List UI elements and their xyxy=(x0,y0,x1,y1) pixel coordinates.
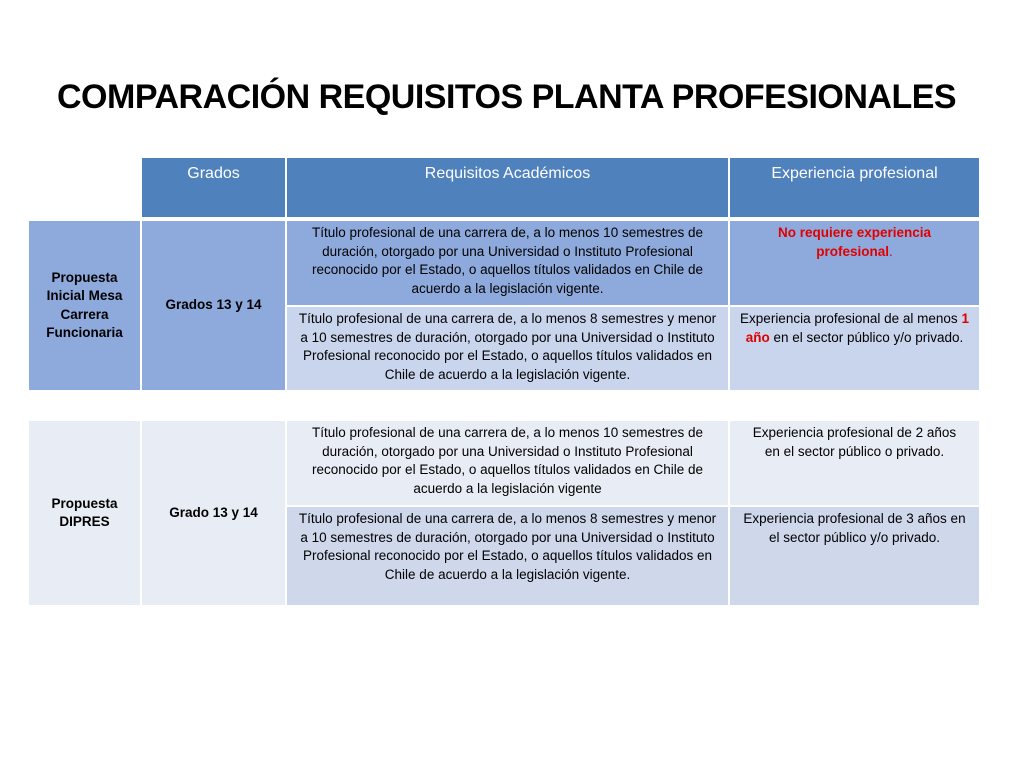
page-title: COMPARACIÓN REQUISITOS PLANTA PROFESIONALES xyxy=(57,78,957,116)
header-grados: Grados xyxy=(142,158,285,217)
no-experience-text: No requiere experiencia profesional xyxy=(777,225,932,259)
section1-row2-requisitos: Título profesional de una carrera de, a lo menos 8 semestres y menor a 10 semestres de duración, otorgado por una Universidad o Instituto Profesional reconocido por el Estado, o aquellos títulos validados en Chile de acuerdo a la legislación vigente. xyxy=(287,307,728,390)
section2-grados: Grado 13 y 14 xyxy=(142,421,285,605)
section1-row1-experiencia xyxy=(730,221,979,305)
section2-row2-requisitos: Título profesional de una carrera de, a lo menos 8 semestres y menor a 10 semestres de duración, otorgado por una Universidad o Instituto Profesional reconocido por el Estado, o aquellos títulos validados en Chile de acuerdo a la legislación vigente. xyxy=(287,507,728,605)
header-requisitos: Requisitos Académicos xyxy=(287,158,728,217)
section2-row1-experiencia: Experiencia profesional de 2 años en el sector público o privado. xyxy=(730,421,979,505)
section1-row1-requisitos: Título profesional de una carrera de, a lo menos 10 semestres de duración, otorgado por una Universidad o Instituto Profesional reconocido por el Estado, o aquellos títulos validados en Chile de acuerdo a la legislación vigente. xyxy=(287,221,728,305)
section1-row2-experiencia xyxy=(730,307,979,390)
experience-prefix: Experiencia profesional de al menos xyxy=(740,311,962,326)
header-experiencia: Experiencia profesional xyxy=(730,158,979,217)
section2-row2-experiencia: Experiencia profesional de 3 años en el sector público y/o privado. xyxy=(730,507,979,605)
no-experience-period: . xyxy=(889,243,893,259)
section2-row1-requisitos: Título profesional de una carrera de, a lo menos 10 semestres de duración, otorgado por una Universidad o Instituto Profesional reconocido por el Estado, o aquellos títulos validados en Chile de acuerdo a la legislación vigente xyxy=(287,421,728,505)
section1-grados: Grados 13 y 14 xyxy=(142,221,285,390)
experience-highlight: 1 año xyxy=(745,311,969,345)
section1-label: Propuesta Inicial Mesa Carrera Funcionaria xyxy=(29,221,140,390)
section2-label: Propuesta DIPRES xyxy=(29,421,140,605)
experience-suffix: en el sector público y/o privado. xyxy=(769,329,964,345)
